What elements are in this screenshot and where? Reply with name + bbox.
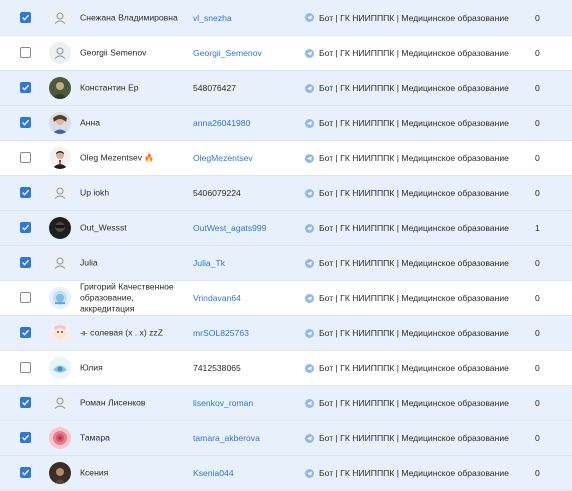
telegram-icon [305, 329, 314, 338]
logo-avatar[interactable] [49, 357, 71, 379]
subscriber-name: Out_Wessst [80, 222, 127, 233]
subscriber-name [80, 153, 185, 164]
message-count: 0 [535, 363, 540, 373]
source-channel [305, 223, 509, 233]
message-count: 0 [535, 258, 540, 268]
source-channel [305, 328, 509, 338]
subscriber-name: Снежана Владимировна [80, 12, 178, 22]
subscriber-name: Georgii Semenov [80, 47, 147, 58]
telegram-icon [305, 154, 314, 163]
message-count: 0 [535, 188, 540, 198]
table-row[interactable] [0, 351, 572, 386]
default-user-icon[interactable] [49, 392, 71, 414]
source-channel [305, 258, 509, 268]
photo-avatar[interactable] [49, 77, 71, 99]
table-row[interactable] [0, 246, 572, 281]
message-count: 0 [535, 398, 540, 408]
default-user-icon[interactable] [49, 7, 71, 29]
message-count: 0 [535, 118, 540, 128]
source-label: Бот | ГК НИИПППК | Медицинское образование [319, 363, 509, 373]
telegram-icon [305, 434, 314, 443]
row-checkbox[interactable] [20, 362, 31, 373]
photo-avatar[interactable] [49, 217, 71, 239]
telegram-icon [305, 189, 314, 198]
table-row[interactable] [0, 386, 572, 421]
default-user-icon[interactable] [49, 252, 71, 274]
telegram-icon [305, 49, 314, 58]
source-label: Бот | ГК НИИПППК | Медицинское образование [319, 258, 509, 268]
row-checkbox[interactable] [20, 467, 31, 478]
message-count: 0 [535, 293, 540, 303]
telegram-icon [305, 84, 314, 93]
source-channel [305, 118, 509, 128]
username-link[interactable]: lisenkov_roman [193, 398, 254, 408]
row-checkbox[interactable] [20, 152, 31, 163]
table-row[interactable] [0, 456, 572, 491]
source-channel [305, 153, 509, 163]
username-link[interactable]: vl_snezha [193, 12, 232, 23]
table-row[interactable] [0, 141, 572, 176]
source-label: Бот | ГК НИИПППК | Медицинское образование [319, 188, 509, 198]
table-row[interactable] [0, 281, 572, 316]
source-channel [305, 188, 509, 198]
row-checkbox[interactable] [20, 117, 31, 128]
telegram-icon [305, 399, 314, 408]
row-checkbox[interactable] [20, 222, 31, 233]
source-label: Бот | ГК НИИПППК | Медицинское образование [319, 83, 509, 93]
row-checkbox[interactable] [20, 292, 31, 303]
user-id: 5406079224 [193, 188, 241, 198]
source-channel [305, 433, 509, 443]
telegram-icon [305, 294, 314, 303]
subscriber-name: Юлия [80, 362, 103, 373]
row-checkbox[interactable] [20, 257, 31, 268]
subscriber-name: Константин Ер [80, 82, 139, 93]
telegram-icon [305, 469, 314, 478]
default-user-icon[interactable] [49, 182, 71, 204]
photo-avatar[interactable] [49, 427, 71, 449]
row-checkbox[interactable] [20, 327, 31, 338]
photo-avatar[interactable] [49, 147, 71, 169]
telegram-icon [305, 119, 314, 128]
source-label: Бот | ГК НИИПППК | Медицинское образование [319, 48, 509, 58]
source-channel [305, 293, 509, 303]
message-count: 1 [535, 223, 540, 233]
table-row[interactable] [0, 0, 572, 36]
source-channel [305, 13, 509, 23]
subscriber-name: Анна [80, 117, 101, 128]
subscriber-name-text: Oleg Mezentsev [80, 152, 143, 163]
photo-avatar[interactable] [49, 462, 71, 484]
source-channel [305, 83, 509, 93]
username-link[interactable]: Ksenia044 [193, 468, 234, 478]
source-label: Бот | ГК НИИПППК | Медицинское образование [319, 223, 509, 233]
subscriber-name: Ксения [80, 467, 109, 478]
username-link[interactable]: OutWest_agats999 [193, 223, 267, 233]
table-row[interactable] [0, 421, 572, 456]
message-count: 0 [535, 328, 540, 338]
subscriber-name: Тамара [80, 432, 110, 443]
default-user-icon[interactable] [49, 42, 71, 64]
subscriber-name: Роман Лисенков [80, 397, 146, 408]
message-count: 0 [535, 48, 540, 58]
username-link[interactable]: tamara_akberova [193, 433, 260, 443]
table-row[interactable] [0, 211, 572, 246]
user-id: 548076427 [193, 83, 237, 93]
source-label: Бот | ГК НИИПППК | Медицинское образование [319, 468, 509, 478]
source-label: Бот | ГК НИИПППК | Медицинское образование [319, 293, 509, 303]
source-label: Бот | ГК НИИПППК | Медицинское образование [319, 153, 509, 163]
row-checkbox[interactable] [20, 187, 31, 198]
subscriber-name: Up iokh [80, 187, 110, 198]
message-count: 0 [535, 12, 540, 23]
source-channel [305, 48, 509, 58]
table-row[interactable] [0, 106, 572, 141]
username-link[interactable]: anna26041980 [193, 118, 251, 128]
row-checkbox[interactable] [20, 432, 31, 443]
telegram-icon [305, 13, 314, 22]
subscriber-name: ⟛ солевая (x . x) zzZ [80, 327, 163, 338]
message-count: 0 [535, 153, 540, 163]
row-checkbox[interactable] [20, 82, 31, 93]
fire-emoji: 🔥 [144, 153, 155, 163]
username-link[interactable]: OlegMezentsev [193, 153, 253, 163]
table-row[interactable] [0, 36, 572, 71]
table-row[interactable] [0, 176, 572, 211]
row-checkbox[interactable] [20, 397, 31, 408]
source-channel [305, 398, 509, 408]
telegram-icon [305, 224, 314, 233]
username-link[interactable]: Georgii_Semenov [193, 48, 262, 58]
source-label: Бот | ГК НИИПППК | Медицинское образование [319, 118, 509, 128]
message-count: 0 [535, 83, 540, 93]
source-channel [305, 468, 509, 478]
source-channel [305, 363, 509, 373]
subscriber-name: Julia [80, 257, 98, 268]
logo-avatar[interactable] [49, 287, 71, 309]
table-row[interactable] [0, 316, 572, 351]
username-link[interactable]: Vrindavan64 [193, 293, 241, 303]
photo-avatar[interactable] [49, 322, 71, 344]
username-link[interactable]: mrSOL825763 [193, 328, 249, 338]
subscriber-name: Григорий Качественное образование, аккредитация [80, 281, 174, 314]
row-checkbox[interactable] [20, 12, 31, 23]
user-id: 7412538065 [193, 363, 241, 373]
message-count: 0 [535, 468, 540, 478]
telegram-icon [305, 259, 314, 268]
source-label: Бот | ГК НИИПППК | Медицинское образование [319, 433, 509, 443]
photo-avatar[interactable] [49, 112, 71, 134]
table-row[interactable] [0, 71, 572, 106]
source-label: Бот | ГК НИИПППК | Медицинское образование [319, 12, 509, 23]
message-count: 0 [535, 433, 540, 443]
source-label: Бот | ГК НИИПППК | Медицинское образование [319, 398, 509, 408]
username-link[interactable]: Julia_Tk [193, 258, 225, 268]
telegram-icon [305, 364, 314, 373]
source-label: Бот | ГК НИИПППК | Медицинское образование [319, 328, 509, 338]
row-checkbox[interactable] [20, 47, 31, 58]
